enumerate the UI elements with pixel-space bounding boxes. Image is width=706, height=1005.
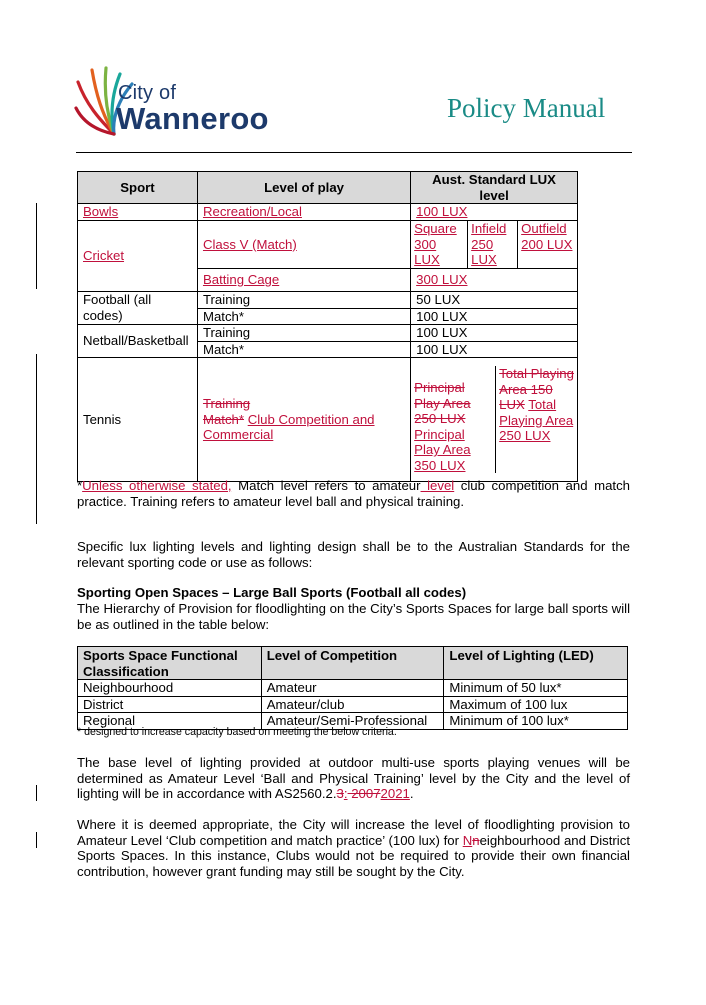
lux-cell-deleted: Total Playing Area 150 LUX xyxy=(499,366,574,412)
classification-cell: Neighbourhood xyxy=(78,680,262,697)
lux-cell: Total Playing Area 250 LUX xyxy=(499,397,574,443)
logo-text-wanneroo: Wanneroo xyxy=(116,101,269,136)
table-row xyxy=(78,204,578,221)
level-cell: Match* xyxy=(202,308,245,324)
change-bar xyxy=(36,203,37,289)
table-row xyxy=(78,358,578,482)
lux-cell: Square 300 LUX xyxy=(414,221,457,268)
competition-cell: Amateur/Semi-Professional xyxy=(261,713,444,730)
table-header-row xyxy=(78,172,578,204)
competition-cell: Amateur xyxy=(261,680,444,697)
sport-cell: Football (all codes) xyxy=(83,292,152,323)
classification-cell: District xyxy=(78,696,262,713)
lighting-cell: Maximum of 100 lux xyxy=(444,696,628,713)
lux-cell: 100 LUX xyxy=(416,308,468,324)
level-cell: Batting Cage xyxy=(202,272,280,288)
lux-cell: Infield 250 LUX xyxy=(471,221,507,268)
table-row xyxy=(78,680,628,697)
lux-cell: Outfield 200 LUX xyxy=(521,221,573,252)
column-header: Level of play xyxy=(197,172,410,204)
change-bar xyxy=(36,832,37,848)
classification-cell: Regional xyxy=(78,713,262,730)
level-cell: Training xyxy=(202,292,251,307)
level-cell: Recreation/Local xyxy=(202,204,302,220)
sport-cell: Netball/Basketball xyxy=(83,333,189,349)
level-cell-deleted: Match* xyxy=(202,411,245,427)
level-cell: Training xyxy=(202,325,251,340)
table-row xyxy=(78,696,628,713)
table-row xyxy=(78,325,578,342)
increase-level-paragraph: Where it is deemed appropriate, the City will increase the level of floodlighting provision to Amateur Level ‘Club competition and match practice’ (100 lux) for Nneighbourhood and District Sports Spaces. In this instance, Clubs would not be required to provide their own financial contribution, however grant funding may still be sought by the City. xyxy=(77,817,630,879)
table-row xyxy=(78,221,578,269)
level-cell: Class V (Match) xyxy=(202,236,297,252)
section-heading: Sporting Open Spaces – Large Ball Sports (Football all codes) xyxy=(77,585,467,600)
table-footnote: * designed to increase capacity based on meeting the below criteria. xyxy=(77,726,397,738)
lux-cell-deleted: Principal Play Area 250 LUX xyxy=(414,380,471,426)
table-header-row xyxy=(78,647,628,680)
lighting-cell: Minimum of 100 lux* xyxy=(444,713,628,730)
lux-table-note: *Unless otherwise stated, Match level refers to amateur level club competition and match practice. Training refers to amateur level ball and physical training. xyxy=(77,478,630,509)
lux-standards-table xyxy=(77,171,578,482)
table-row xyxy=(78,292,578,309)
level-cell: Match* xyxy=(202,341,245,357)
change-bar xyxy=(36,785,37,801)
base-level-paragraph: The base level of lighting provided at outdoor multi-use sports playing venues will be determined as Amateur Level ‘Ball and Physical Training’ level by the City and the level of lighting will be in accordance with AS2560.2.3: 20072021. xyxy=(77,755,630,802)
lighting-cell: Minimum of 50 lux* xyxy=(444,680,628,697)
change-bar xyxy=(36,354,37,524)
hierarchy-of-provision-table xyxy=(77,646,628,730)
lux-cell: 100 LUX xyxy=(416,341,468,357)
sport-cell: Bowls xyxy=(83,204,119,220)
lux-cell: 50 LUX xyxy=(416,292,461,307)
logo-text-city-of: City of xyxy=(118,82,177,104)
document-title: Policy Manual xyxy=(447,93,606,123)
competition-cell: Amateur/club xyxy=(261,696,444,713)
column-header: Aust. Standard LUX level xyxy=(411,172,578,204)
lux-cell: 100 LUX xyxy=(416,204,468,220)
column-header: Level of Competition xyxy=(261,647,444,680)
level-cell-deleted: Training xyxy=(202,396,251,412)
column-header: Sports Space Functional Classification xyxy=(78,647,262,680)
lux-cell: 300 LUX xyxy=(416,272,468,288)
intro-paragraph: Specific lux lighting levels and lighting design shall be to the Australian Standards for the relevant sporting code or use as follows: xyxy=(77,539,630,570)
level-cell: Club Competition and Commercial xyxy=(202,411,375,443)
sport-cell: Cricket xyxy=(83,248,125,264)
column-header: Level of Lighting (LED) xyxy=(444,647,628,680)
column-header: Sport xyxy=(78,172,198,204)
section-text: The Hierarchy of Provision for floodlighting on the City’s Sports Spaces for large ball sports will be as outlined in the table below: xyxy=(77,601,630,632)
sport-cell: Tennis xyxy=(83,411,122,427)
lux-cell: 100 LUX xyxy=(416,325,468,340)
header-divider xyxy=(76,152,632,153)
lux-cell: Principal Play Area 350 LUX xyxy=(414,426,471,473)
